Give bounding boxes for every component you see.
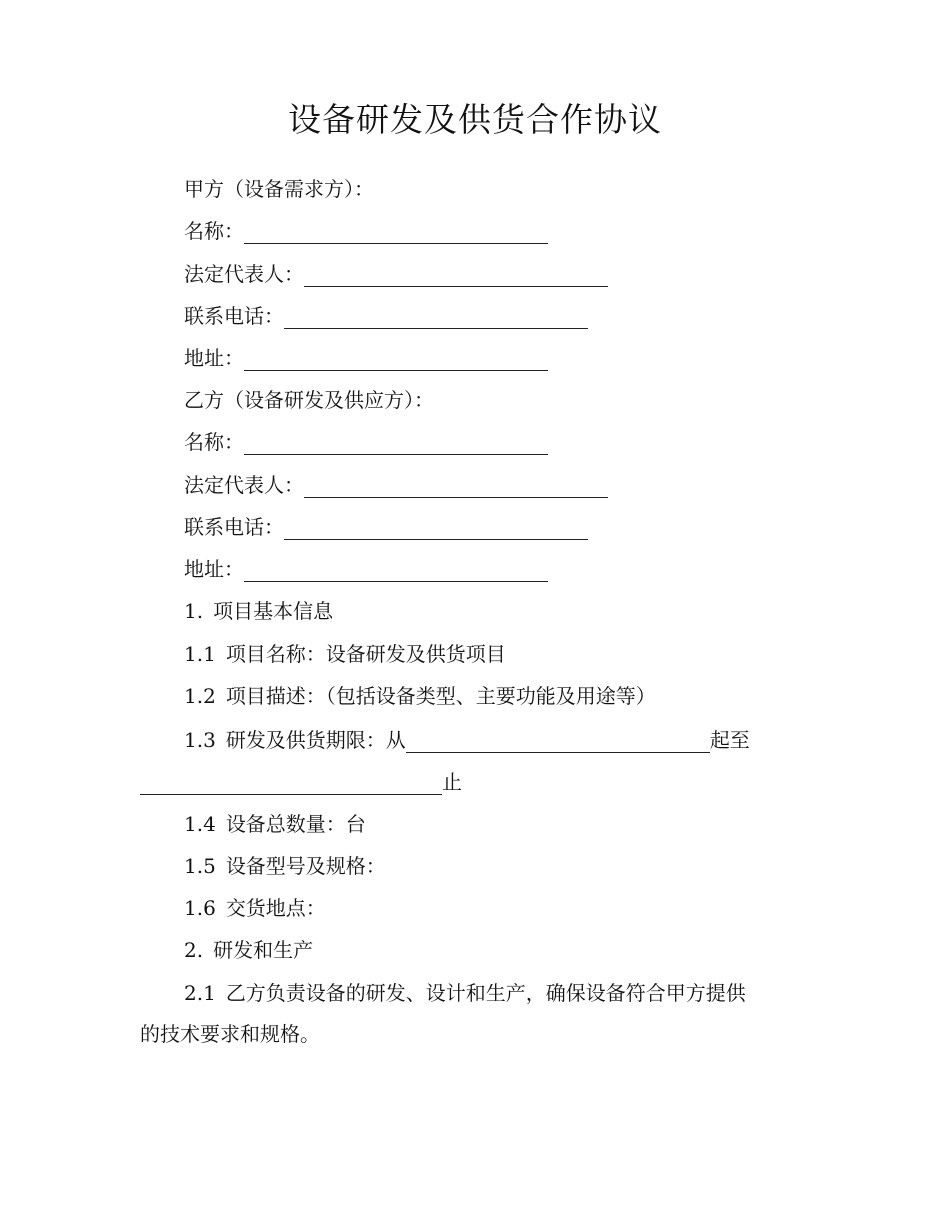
item-2-1-text-line1: 乙方负责设备的研发、设计和生产，确保设备符合甲方提供 <box>225 981 746 1005</box>
party-a-phone-label: 联系电话： <box>184 304 284 328</box>
party-a-name-blank[interactable] <box>244 223 548 244</box>
item-1-6-number: 1.6 <box>184 896 216 920</box>
item-1-5-text: 设备型号及规格： <box>225 854 386 878</box>
item-1-5-number: 1.5 <box>184 854 216 878</box>
item-1-1 <box>184 639 506 669</box>
item-1-2-text: 项目描述：（包括设备类型、主要功能及用途等） <box>225 684 656 708</box>
party-b-rep-row <box>184 470 608 500</box>
period-start-blank[interactable] <box>406 732 710 753</box>
item-1-2-number: 1.2 <box>184 684 216 708</box>
party-a-rep-blank[interactable] <box>304 266 608 287</box>
party-a-heading: 甲方（设备需求方）： <box>184 177 374 201</box>
party-b-phone-row <box>184 512 588 542</box>
party-b-address-blank[interactable] <box>244 561 548 582</box>
section-2-title: 研发和生产 <box>213 938 314 962</box>
item-1-4-text: 设备总数量：台 <box>225 812 366 836</box>
item-2-1-number: 2.1 <box>184 981 216 1005</box>
item-1-3-mid: 起至 <box>709 728 750 752</box>
item-1-3 <box>184 725 750 755</box>
party-a-phone-blank[interactable] <box>284 308 588 329</box>
item-1-6-text: 交货地点： <box>225 896 326 920</box>
party-a-name-row <box>184 216 548 246</box>
item-1-4-number: 1.4 <box>184 812 216 836</box>
party-b-rep-label: 法定代表人： <box>184 473 304 497</box>
item-1-4 <box>184 809 366 839</box>
party-b-name-label: 名称： <box>184 430 244 454</box>
section-2-number: 2. <box>184 938 204 962</box>
party-a-address-label: 地址： <box>184 346 244 370</box>
party-b-heading: 乙方（设备研发及供应方）： <box>184 388 434 412</box>
party-a-rep-row <box>184 259 608 289</box>
party-a-address-row <box>184 343 548 373</box>
party-a-name-label: 名称： <box>184 219 244 243</box>
item-2-1 <box>184 978 746 1008</box>
party-a-rep-label: 法定代表人： <box>184 262 304 286</box>
item-1-3-prefix: 研发及供货期限：从 <box>225 728 406 752</box>
party-b-phone-label: 联系电话： <box>184 515 284 539</box>
document-title: 设备研发及供货合作协议 <box>288 100 662 139</box>
period-end-blank[interactable] <box>140 774 442 795</box>
party-a-phone-row <box>184 301 588 331</box>
item-1-3-continuation <box>140 767 462 797</box>
item-1-3-end: 止 <box>442 770 462 794</box>
item-1-2 <box>184 681 656 711</box>
party-b-address-row <box>184 554 548 584</box>
section-2-heading <box>184 935 313 965</box>
item-1-5 <box>184 851 386 881</box>
party-a-address-blank[interactable] <box>244 350 548 371</box>
item-1-6 <box>184 893 326 923</box>
section-1-heading <box>184 596 333 626</box>
party-b-rep-blank[interactable] <box>304 477 608 498</box>
section-1-number: 1. <box>184 599 204 623</box>
item-2-1-text-line2: 的技术要求和规格。 <box>140 1022 320 1046</box>
party-b-name-row <box>184 427 548 457</box>
party-b-name-blank[interactable] <box>244 434 548 455</box>
party-b-address-label: 地址： <box>184 557 244 581</box>
party-b-phone-blank[interactable] <box>284 519 588 540</box>
item-1-1-text: 项目名称：设备研发及供货项目 <box>225 642 506 666</box>
section-1-title: 项目基本信息 <box>213 599 334 623</box>
item-1-1-number: 1.1 <box>184 642 216 666</box>
item-1-3-number: 1.3 <box>184 728 216 752</box>
